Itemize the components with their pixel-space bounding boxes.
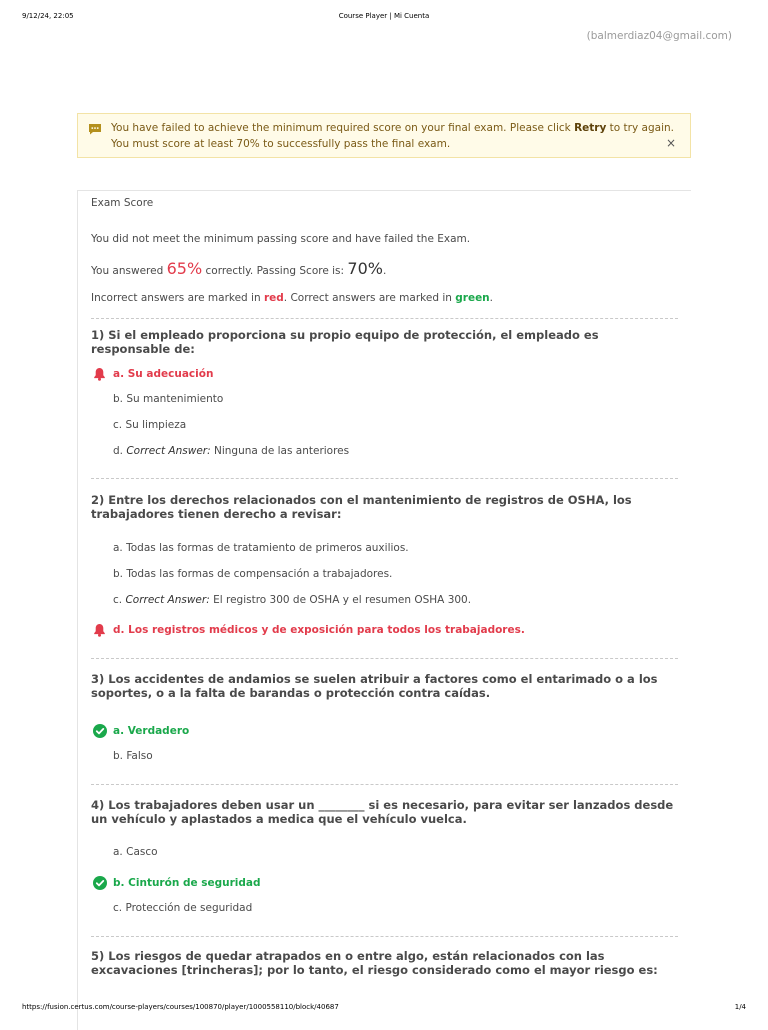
check-circle-icon (93, 724, 107, 738)
option-letter: d. (113, 445, 127, 457)
question-1: 1) Si el empleado proporciona su propio equipo de protección, el empleado es responsable de: (91, 328, 599, 356)
exam-heading: Exam Score (91, 197, 154, 209)
print-title: Course Player | Mi Cuenta (338, 12, 430, 20)
score-value: 65% (166, 259, 203, 278)
retry-link[interactable]: Retry (574, 122, 607, 134)
option-label: Ninguna de las anteriores (210, 445, 350, 457)
answer-2a[interactable]: a. Todas las formas de tratamiento de primeros auxilios. (113, 542, 409, 554)
bell-icon (93, 623, 106, 637)
alert-text-before: You have failed to achieve the minimum required score on your final exam. Please click (111, 122, 575, 134)
divider (91, 478, 678, 479)
question-2: 2) Entre los derechos relacionados con el mantenimiento de registros de OSHA, los trabajadores tienen derecho a revisar: (91, 493, 632, 521)
legend-green: green (455, 292, 490, 304)
score-prefix: You answered (91, 265, 167, 277)
correct-answer-tag: Correct Answer: (125, 594, 210, 606)
option-label: b. Cinturón de seguridad (113, 877, 261, 889)
legend-red: red (263, 292, 284, 304)
answer-1c[interactable]: c. Su limpieza (113, 419, 187, 431)
alert-message (111, 120, 681, 152)
question-4: 4) Los trabajadores deben usar un ________ si es necesario, para evitar ser lanzados desde un vehículo y aplastados a medica que el vehículo vuelca. (91, 798, 674, 826)
score-suffix: . (382, 265, 387, 277)
answer-2b[interactable]: b. Todas las formas de compensación a trabajadores. (113, 568, 393, 580)
fail-message: You did not meet the minimum passing score and have failed the Exam. (91, 233, 471, 245)
divider (91, 936, 678, 937)
legend-prefix: Incorrect answers are marked in (91, 292, 264, 304)
user-email: (balmerdiaz04@gmail.com) (586, 30, 732, 42)
answer-3b[interactable]: b. Falso (113, 750, 153, 762)
check-circle-icon (93, 876, 107, 890)
answer-2c[interactable] (113, 594, 471, 606)
divider (91, 784, 678, 785)
print-date: 9/12/24, 22:05 (22, 12, 74, 20)
print-page-number: 1/4 (734, 1003, 746, 1011)
option-label: a. Su adecuación (113, 368, 214, 380)
option-label: d. Los registros médicos y de exposición para todos los trabajadores. (113, 624, 525, 636)
legend-line (91, 292, 493, 304)
correct-answer-tag: Correct Answer: (126, 445, 211, 457)
print-header (0, 12, 768, 24)
score-line (91, 259, 386, 279)
option-letter: c. (113, 594, 126, 606)
close-icon[interactable]: × (665, 136, 676, 150)
legend-middle: . Correct answers are marked in (283, 292, 456, 304)
score-middle: correctly. Passing Score is: (202, 265, 348, 277)
divider (91, 658, 678, 659)
answer-4c[interactable]: c. Protección de seguridad (113, 902, 253, 914)
answer-1d[interactable] (113, 445, 349, 457)
answer-4a[interactable]: a. Casco (113, 846, 158, 858)
divider (91, 318, 678, 319)
message-icon (88, 123, 102, 135)
legend-suffix: . (489, 292, 494, 304)
question-3: 3) Los accidentes de andamios se suelen atribuir a factores como el entarimado o a los soportes, o a la falta de barandas o protección contra caídas. (91, 672, 658, 700)
question-5: 5) Los riesgos de quedar atrapados en o entre algo, están relacionados con las excavaciones [trincheras]; por lo tanto, el riesgo considerado como el mayor riesgo es: (91, 949, 658, 977)
option-label: a. Verdadero (113, 725, 190, 737)
answer-1b[interactable]: b. Su mantenimiento (113, 393, 224, 405)
passing-score: 70% (347, 259, 383, 278)
fail-alert (77, 113, 691, 158)
alert-text-after: to try again. You must score at least 70% to successfully pass the final exam. (111, 122, 674, 150)
print-url: https://fusion.certus.com/course-players/courses/100870/player/1000558110/block/40687 (22, 1003, 339, 1011)
option-label: El registro 300 de OSHA y el resumen OSHA 300. (209, 594, 472, 606)
bell-icon (93, 367, 106, 381)
